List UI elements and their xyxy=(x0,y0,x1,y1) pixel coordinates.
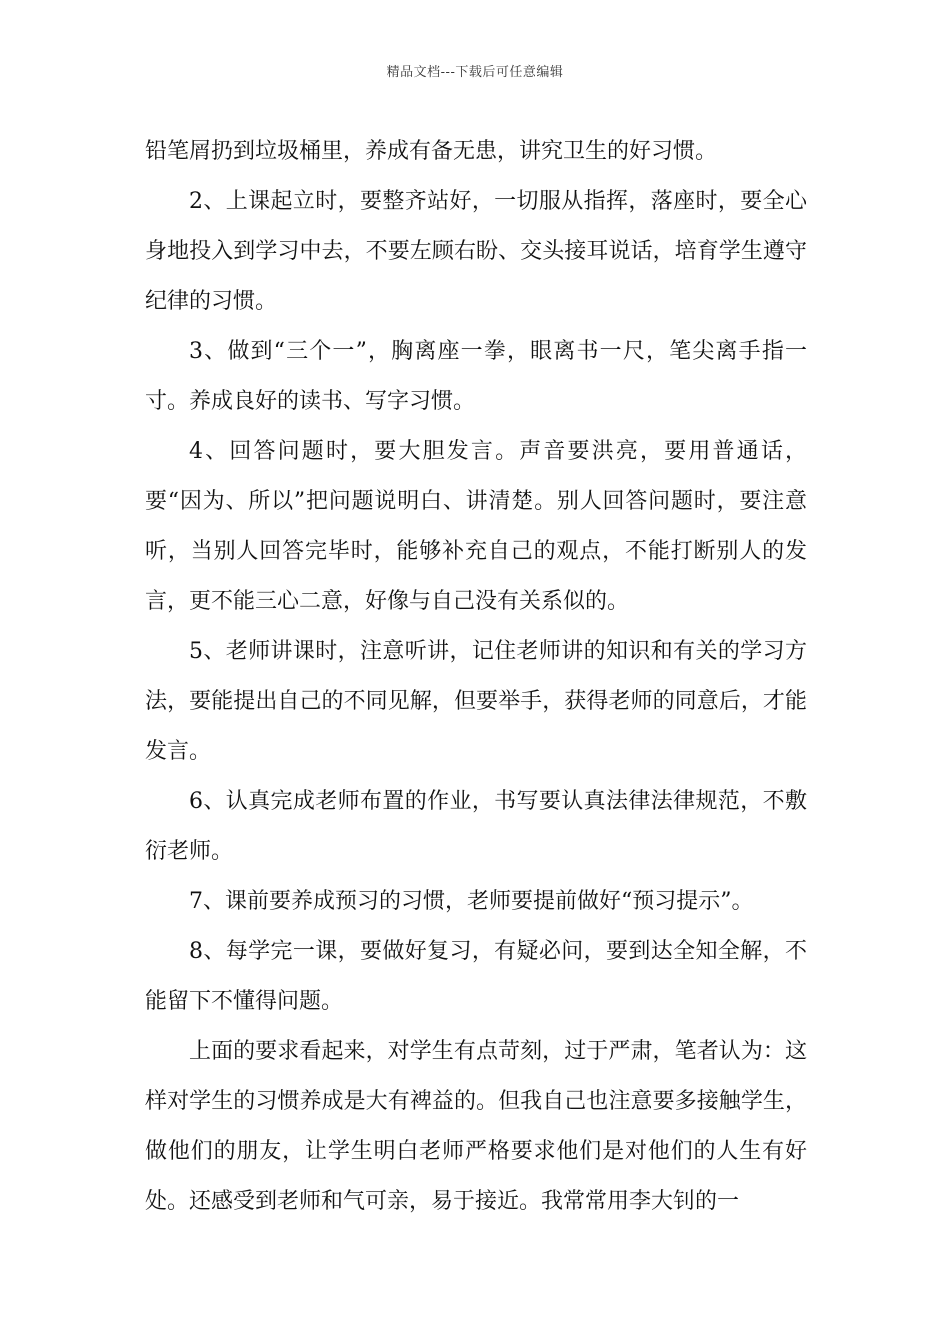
paragraph-item-4: 4、回答问题时，要大胆发言。声音要洪亮，要用普通话，要“因为、所以”把问题说明白、讲清楚。别人回答问题时，要注意听，当别人回答完毕时，能够补充自己的观点，不能打断别人的发言，更不能三心二意，好像与自己没有关系似的。 xyxy=(145,439,807,614)
paragraph-item-3: 3、做到“三个一”，胸离座一拳，眼离书一尺，笔尖离手指一寸。养成良好的读书、写字习惯。 xyxy=(145,339,807,414)
paragraph-item-7: 7、课前要养成预习的习惯，老师要提前做好“预习提示”。 xyxy=(189,889,754,914)
page-header: 精品文档---下载后可任意编辑 xyxy=(386,65,564,80)
paragraph-item-2: 2、上课起立时，要整齐站好，一切服从指挥，落座时，要全心身地投入到学习中去，不要左顾右盼、交头接耳说话，培育学生遵守纪律的习惯。 xyxy=(145,189,807,314)
paragraph-continuation: 铅笔屑扔到垃圾桶里，养成有备无患，讲究卫生的好习惯。 xyxy=(145,139,718,164)
paragraph-item-5: 5、老师讲课时，注意听讲，记住老师讲的知识和有关的学习方法，要能提出自己的不同见解，但要举手，获得老师的同意后，才能发言。 xyxy=(145,639,807,764)
paragraph-item-8: 8、每学完一课，要做好复习，有疑必问，要到达全知全解，不能留下不懂得问题。 xyxy=(145,939,807,1014)
document-body xyxy=(145,127,807,1227)
paragraph-summary: 上面的要求看起来，对学生有点苛刻，过于严肃，笔者认为：这样对学生的习惯养成是大有裨益的。但我自己也注意要多接触学生，做他们的朋友，让学生明白老师严格要求他们是对他们的人生有好处。还感受到老师和气可亲，易于接近。我常常用李大钊的一 xyxy=(145,1039,807,1214)
paragraph-item-6: 6、认真完成老师布置的作业，书写要认真法律法律规范，不敷衍老师。 xyxy=(145,789,807,864)
